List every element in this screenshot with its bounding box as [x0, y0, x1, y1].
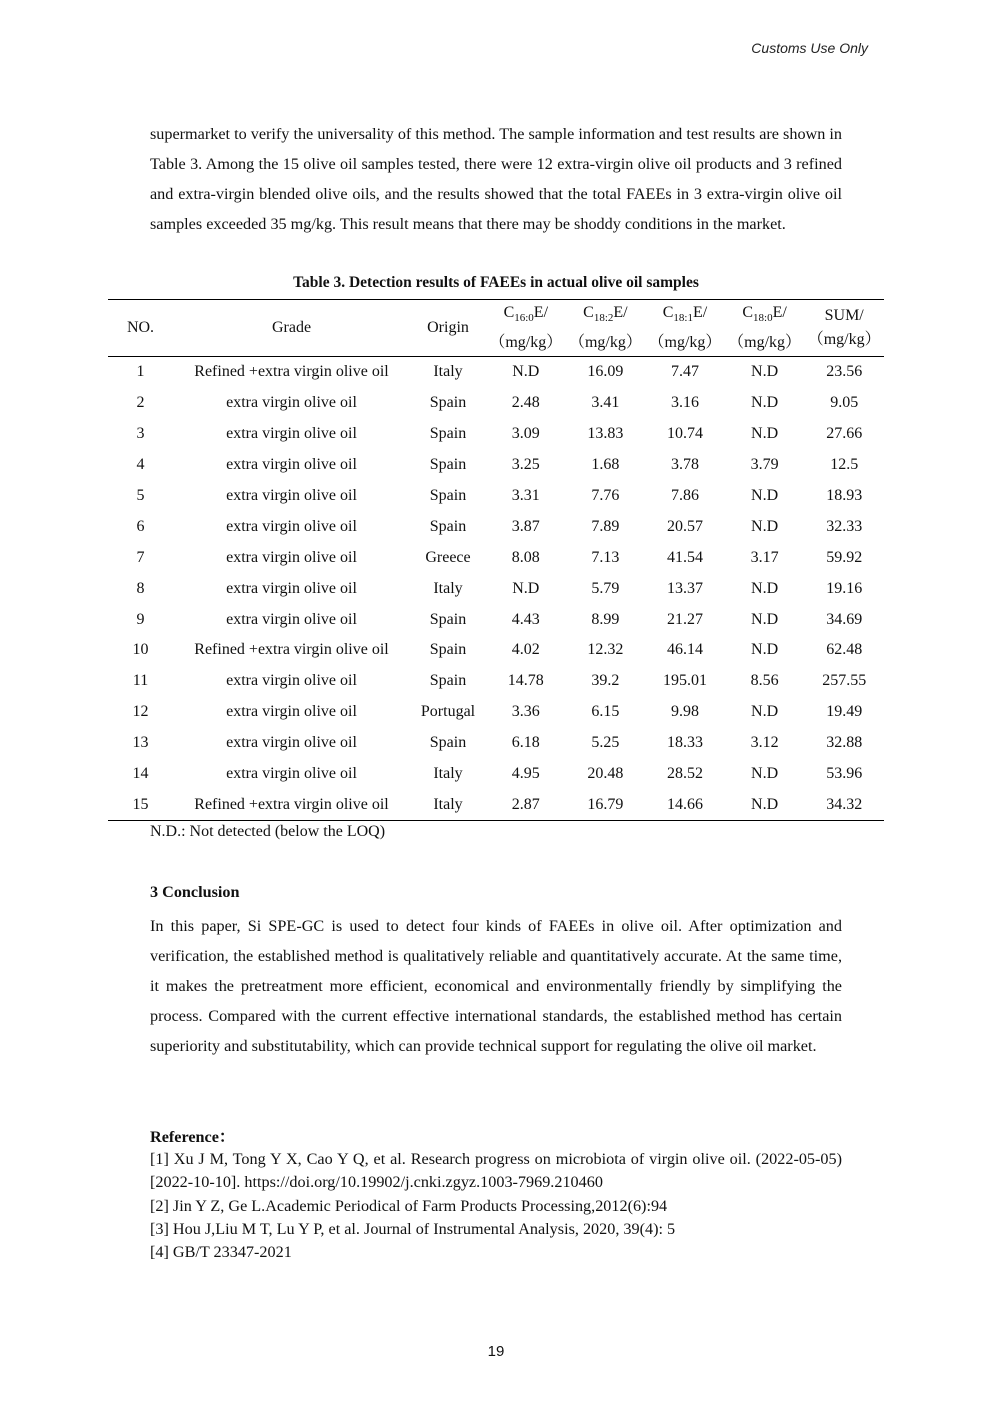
header-unit: （mg/kg） [568, 333, 642, 351]
cell-grade: extra virgin olive oil [226, 579, 357, 597]
cell-c18-1: 20.57 [666, 517, 703, 535]
cell-no: 3 [136, 425, 145, 443]
reference-item: [4] GB/T 23347-2021 [150, 1243, 292, 1262]
cell-grade: extra virgin olive oil [226, 394, 357, 412]
cell-c18-1: 195.01 [662, 672, 707, 690]
cell-c16-0: 2.87 [511, 795, 540, 813]
cell-c18-1: 21.27 [666, 610, 703, 628]
cell-c18-2: 5.79 [591, 579, 620, 597]
cell-c16-0: 3.31 [511, 487, 540, 504]
reference-item: [2] Jin Y Z, Ge L.Academic Periodical of Farm Products Processing,2012(6):94 [150, 1196, 668, 1215]
cell-c18-0: 8.56 [750, 672, 779, 690]
cell-c18-1: 28.52 [666, 765, 703, 783]
cell-c18-1: 3.16 [670, 394, 699, 412]
cell-c18-2: 16.79 [587, 795, 624, 813]
cell-c18-1: 10.74 [666, 425, 703, 443]
cell-c18-0: N.D [751, 765, 779, 783]
cell-c18-1: 7.86 [670, 487, 699, 504]
table-row [108, 511, 884, 542]
table-row [108, 388, 884, 419]
cell-c16-0: 3.36 [511, 703, 540, 721]
cell-grade: extra virgin olive oil [226, 610, 357, 628]
references-list [150, 1148, 842, 1264]
header-unit: （mg/kg） [728, 333, 802, 351]
cell-c18-1: 7.47 [670, 363, 699, 381]
cell-c18-1: 13.37 [666, 579, 703, 597]
cell-c18-0: N.D [751, 517, 779, 535]
cell-c18-0: N.D [751, 610, 779, 628]
cell-sum: 12.5 [830, 456, 859, 474]
cell-sum: 34.32 [826, 795, 863, 813]
cell-sum: 23.56 [826, 363, 863, 381]
table-row [108, 450, 884, 481]
cell-c18-2: 7.76 [591, 487, 620, 504]
cell-no: 1 [136, 363, 145, 381]
header-c18-0: $C_{18:0}E/$ （mg/kg） [728, 304, 802, 351]
cell-c18-1: 41.54 [666, 548, 703, 566]
cell-grade: extra virgin olive oil [226, 765, 357, 783]
cell-c16-0: 14.78 [507, 672, 544, 690]
cell-c18-2: 16.09 [587, 363, 624, 381]
header-note: Customs Use Only [751, 40, 868, 56]
cell-grade: extra virgin olive oil [226, 734, 357, 752]
cell-c18-0: N.D [751, 425, 779, 443]
cell-c16-0: 8.08 [511, 548, 540, 566]
cell-sum: 32.33 [826, 517, 863, 535]
table-header-row [108, 300, 884, 357]
cell-sum: 32.88 [826, 734, 863, 752]
cell-c18-1: 9.98 [670, 703, 699, 721]
cell-c18-2: 3.41 [591, 394, 620, 412]
cell-c16-0: 4.02 [511, 641, 540, 659]
cell-grade: extra virgin olive oil [226, 425, 357, 443]
cell-no: 8 [136, 579, 145, 597]
cell-c18-2: 20.48 [587, 765, 624, 783]
cell-origin: Spain [429, 517, 467, 535]
cell-c16-0: 6.18 [511, 734, 540, 752]
cell-c18-0: N.D [751, 394, 779, 412]
cell-no: 2 [136, 394, 145, 412]
references-heading: Reference： [150, 1128, 236, 1146]
table-row [108, 357, 884, 388]
header-c16-0: $C_{16:0}E/$ （mg/kg） [489, 304, 563, 351]
cell-c18-1: 18.33 [666, 734, 703, 752]
table-row [108, 481, 884, 512]
faees-results-table [108, 299, 884, 821]
cell-c18-2: 7.89 [591, 517, 620, 535]
cell-sum: 18.93 [826, 487, 863, 504]
cell-origin: Spain [429, 610, 467, 628]
cell-c18-1: 14.66 [666, 795, 703, 813]
cell-sum: 9.05 [830, 394, 859, 412]
table-row [108, 789, 884, 820]
cell-sum: 53.96 [826, 765, 863, 783]
cell-origin: Italy [433, 579, 463, 597]
cell-origin: Portugal [420, 703, 476, 721]
cell-grade: extra virgin olive oil [226, 487, 357, 504]
cell-grade: Refined +extra virgin olive oil [194, 795, 389, 813]
header-sum: SUM/ （mg/kg） [807, 307, 881, 348]
intro-paragraph: supermarket to verify the universality of this method. The sample information and test results are shown in Table 3. Among the 15 olive oil samples tested, there were 12 extra-virgin olive oil products and 3 refined and extra-virgin blended olive oils, and the results showed that the total FAEEs in 3 extra-virgin olive oil samples exceeded 35 mg/kg. This result means that there may be shoddy conditions in the market. [150, 125, 842, 233]
table-row [108, 728, 884, 759]
cell-grade: extra virgin olive oil [226, 517, 357, 535]
cell-origin: Spain [429, 672, 467, 690]
header-origin: Origin [427, 319, 469, 336]
cell-sum: 59.92 [826, 548, 863, 566]
cell-no: 6 [136, 517, 145, 535]
cell-c18-0: N.D [751, 641, 779, 659]
cell-origin: Spain [429, 394, 467, 412]
cell-origin: Greece [425, 548, 471, 566]
header-c18-1: $C_{18:1}E/$ （mg/kg） [648, 304, 722, 351]
cell-c16-0: 4.43 [511, 610, 540, 628]
cell-origin: Italy [433, 765, 463, 783]
cell-c18-2: 1.68 [591, 456, 620, 474]
cell-grade: Refined +extra virgin olive oil [194, 363, 389, 381]
cell-c16-0: 3.09 [511, 425, 540, 443]
cell-c18-0: N.D [751, 703, 779, 721]
cell-origin: Spain [429, 734, 467, 752]
cell-grade: Refined +extra virgin olive oil [194, 641, 389, 659]
cell-c18-2: 39.2 [591, 672, 620, 690]
cell-origin: Spain [429, 487, 467, 504]
conclusion-paragraph: In this paper, Si SPE-GC is used to detect four kinds of FAEEs in olive oil. After optimization and verification, the established method is qualitatively reliable and quantitatively accurate. At the same time, it makes the pretreatment more efficient, economical and environmentally friendly by simplifying the process. Compared with the current effective international standards, the established method has certain superiority and substitutability, which can provide technical support for regulating the olive oil market. [150, 917, 842, 1055]
cell-no: 4 [136, 456, 145, 474]
cell-no: 15 [132, 795, 149, 813]
cell-origin: Spain [429, 641, 467, 659]
cell-origin: Italy [433, 363, 463, 381]
table-row [108, 759, 884, 790]
cell-c18-1: 3.78 [670, 456, 699, 474]
cell-no: 9 [136, 610, 145, 628]
table-row [108, 542, 884, 573]
cell-no: 5 [136, 487, 145, 504]
cell-grade: extra virgin olive oil [226, 672, 357, 690]
cell-no: 12 [132, 703, 149, 721]
cell-c18-0: N.D [751, 487, 779, 504]
cell-origin: Spain [429, 456, 467, 474]
cell-c18-1: 46.14 [666, 641, 703, 659]
cell-sum: 257.55 [822, 672, 867, 690]
cell-c18-2: 5.25 [591, 734, 620, 752]
reference-item: [3] Hou J,Liu M T, Lu Y P, et al. Journal of Instrumental Analysis, 2020, 39(4): 5 [150, 1219, 676, 1238]
cell-c16-0: 3.25 [511, 456, 540, 474]
cell-no: 7 [136, 548, 145, 566]
table-row [108, 419, 884, 450]
header-unit: （mg/kg） [489, 333, 563, 351]
table-row [108, 697, 884, 728]
table-row [108, 573, 884, 604]
conclusion-heading: 3 Conclusion [150, 883, 240, 901]
cell-grade: extra virgin olive oil [226, 456, 357, 474]
cell-no: 13 [132, 734, 149, 752]
cell-c18-0: N.D [751, 579, 779, 597]
header-no: NO. [126, 319, 155, 336]
cell-sum: 27.66 [826, 425, 863, 443]
cell-sum: 34.69 [826, 610, 863, 628]
cell-c18-2: 6.15 [591, 703, 620, 721]
cell-origin: Spain [429, 425, 467, 443]
cell-c18-2: 7.13 [591, 548, 620, 566]
cell-c18-2: 12.32 [587, 641, 624, 659]
cell-no: 11 [132, 672, 149, 690]
cell-c16-0: 2.48 [511, 394, 540, 412]
cell-grade: extra virgin olive oil [226, 548, 357, 566]
reference-item: [1] Xu J M, Tong Y X, Cao Y Q, et al. Research progress on microbiota of virgin olive oil. (2022-05-05) [2022-10-10]. https://doi.org/10.19902/j.cnki.zgyz.1003-7969.210460 [150, 1150, 842, 1192]
cell-sum: 19.49 [826, 703, 863, 721]
cell-origin: Italy [433, 795, 463, 813]
cell-c18-2: 13.83 [587, 425, 624, 443]
header-grade: Grade [271, 319, 312, 336]
cell-c16-0: N.D [512, 363, 540, 381]
cell-c18-0: 3.12 [750, 734, 779, 752]
cell-no: 14 [132, 765, 149, 783]
table-row [108, 635, 884, 666]
header-unit: （mg/kg） [807, 331, 881, 348]
cell-c16-0: 3.87 [511, 517, 540, 535]
cell-grade: extra virgin olive oil [226, 703, 357, 721]
cell-sum: 19.16 [826, 579, 863, 597]
table-caption: Table 3. Detection results of FAEEs in actual olive oil samples [293, 274, 699, 291]
cell-sum: 62.48 [826, 641, 863, 659]
table-row [108, 604, 884, 635]
cell-c18-0: N.D [751, 795, 779, 813]
page-number: 19 [487, 1343, 505, 1360]
cell-no: 10 [132, 641, 149, 659]
cell-c16-0: N.D [512, 579, 540, 597]
cell-c18-0: 3.17 [750, 548, 779, 566]
table-row [108, 666, 884, 697]
cell-c18-0: 3.79 [750, 456, 779, 474]
header-unit: （mg/kg） [648, 333, 722, 351]
cell-c18-2: 8.99 [591, 610, 620, 628]
cell-c18-0: N.D [751, 363, 779, 381]
cell-c16-0: 4.95 [511, 765, 540, 783]
table-footnote: N.D.: Not detected (below the LOQ) [150, 823, 386, 840]
header-c18-2: $C_{18:2}E/$ （mg/kg） [568, 304, 642, 351]
